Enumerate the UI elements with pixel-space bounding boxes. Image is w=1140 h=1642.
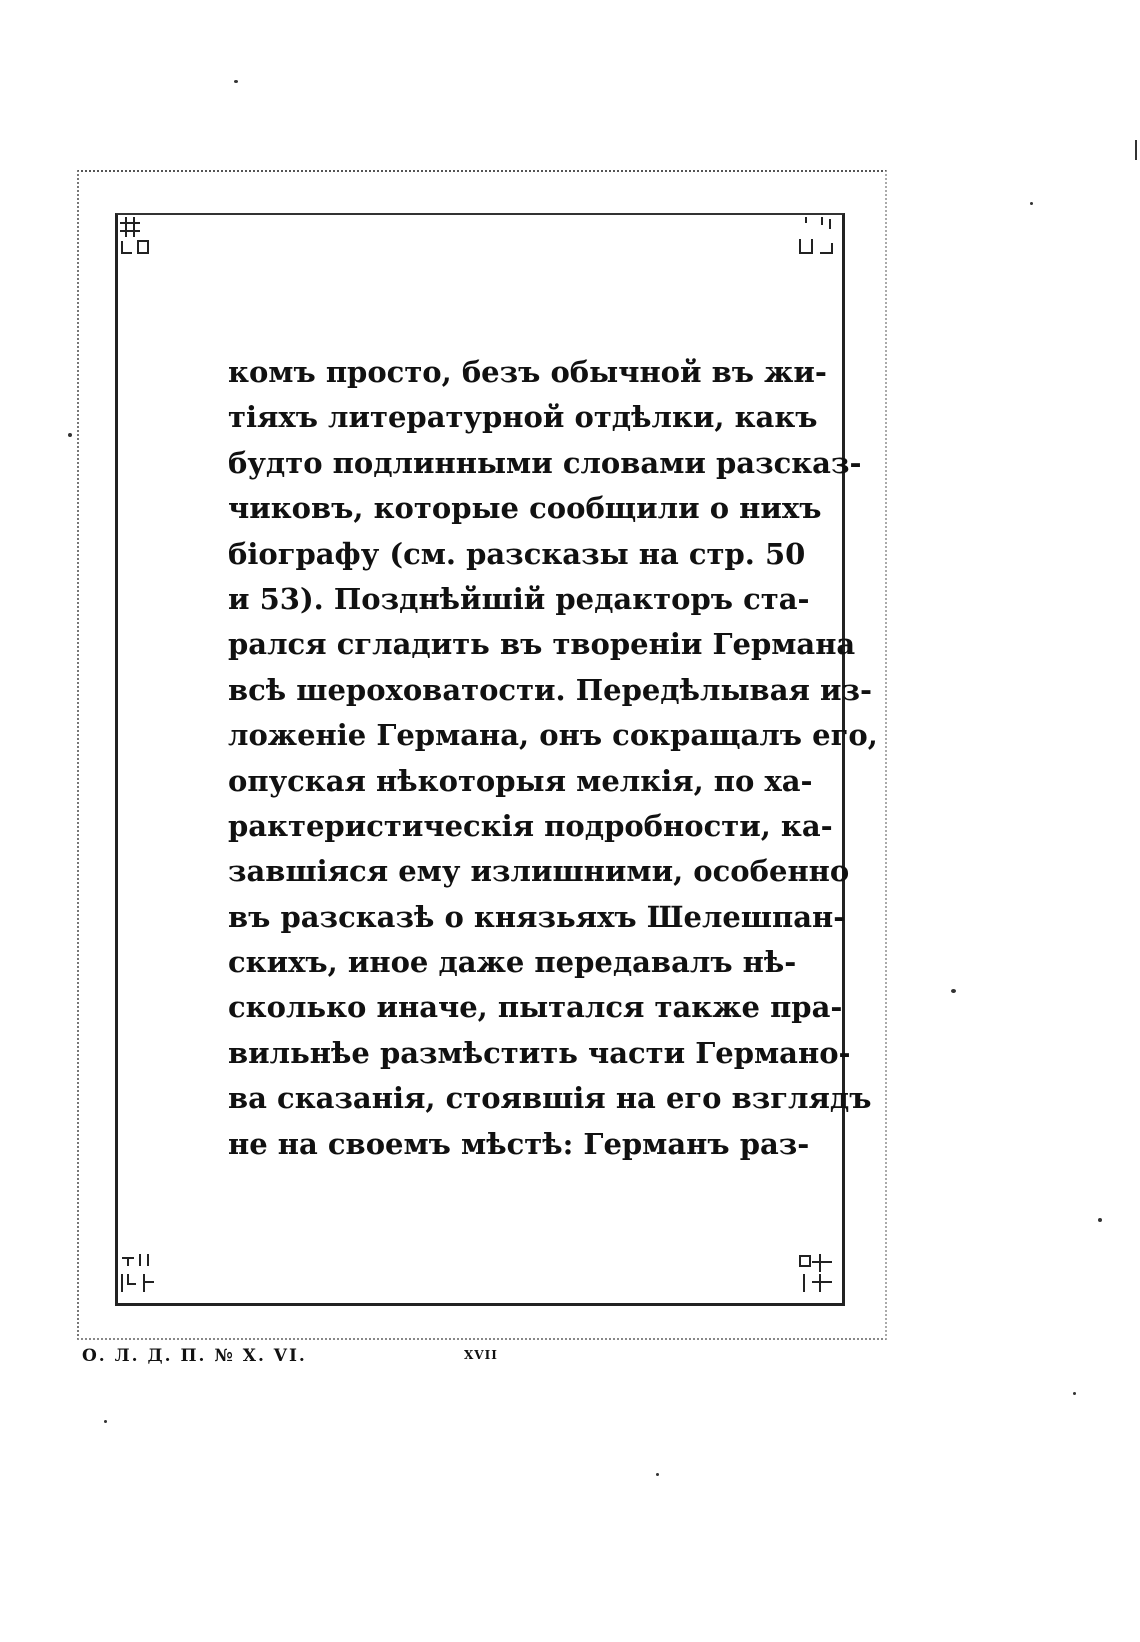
text-line: всѣ шероховатости. Передѣлывая из- (228, 672, 873, 707)
text-line: рактеристическія подробности, ка- (228, 808, 833, 843)
speck (1098, 1218, 1102, 1222)
speck (1030, 202, 1033, 205)
speck (1073, 1392, 1076, 1395)
speck (656, 1473, 659, 1476)
text-line: вильнѣе размѣстить части Германо- (228, 1035, 851, 1070)
text-line: ложеніе Германа, онъ сокращалъ его, (228, 718, 878, 753)
text-line: рался сгладить въ твореніи Германа (228, 627, 856, 662)
text-line: комъ просто, безъ обычной въ жи- (228, 355, 827, 389)
text-line: будто подлинными словами разсказ- (228, 445, 862, 480)
text-line: въ разсказѣ о князьяхъ Шелешпан- (228, 899, 846, 934)
text-line: не на своемъ мѣстѣ: Германъ раз- (228, 1126, 810, 1161)
text-line: тіяхъ литературной отдѣлки, какъ (228, 400, 818, 435)
text-line: опуская нѣкоторыя мелкія, по ха- (228, 763, 813, 798)
speck (234, 80, 238, 83)
footer-signature: О. Л. Д. П. № Х. VI. (82, 1346, 307, 1366)
corner-ornament-icon (118, 215, 158, 259)
speck (951, 989, 956, 993)
corner-ornament-icon (796, 215, 836, 259)
text-line: сколько иначе, пытался также пра- (228, 990, 843, 1025)
text-line: завшіяся ему излишними, особенно (228, 854, 850, 889)
corner-ornament-icon (118, 1252, 158, 1296)
speck (104, 1420, 107, 1423)
edge-mark (1135, 140, 1137, 160)
text-line: скихъ, иное даже передавалъ нѣ- (228, 945, 797, 980)
speck (68, 433, 72, 437)
footer-sheet-number: XVII (464, 1348, 498, 1362)
body-text (228, 350, 878, 1167)
text-line: біографу (см. разсказы на стр. 50 (228, 536, 806, 571)
corner-ornament-icon (796, 1252, 836, 1296)
text-line: и 53). Позднѣйшій редакторъ ста- (228, 581, 810, 616)
text-line: ва сказанія, стоявшія на его взглядъ (228, 1081, 872, 1116)
text-line: чиковъ, которые сообщили о нихъ (228, 491, 822, 526)
